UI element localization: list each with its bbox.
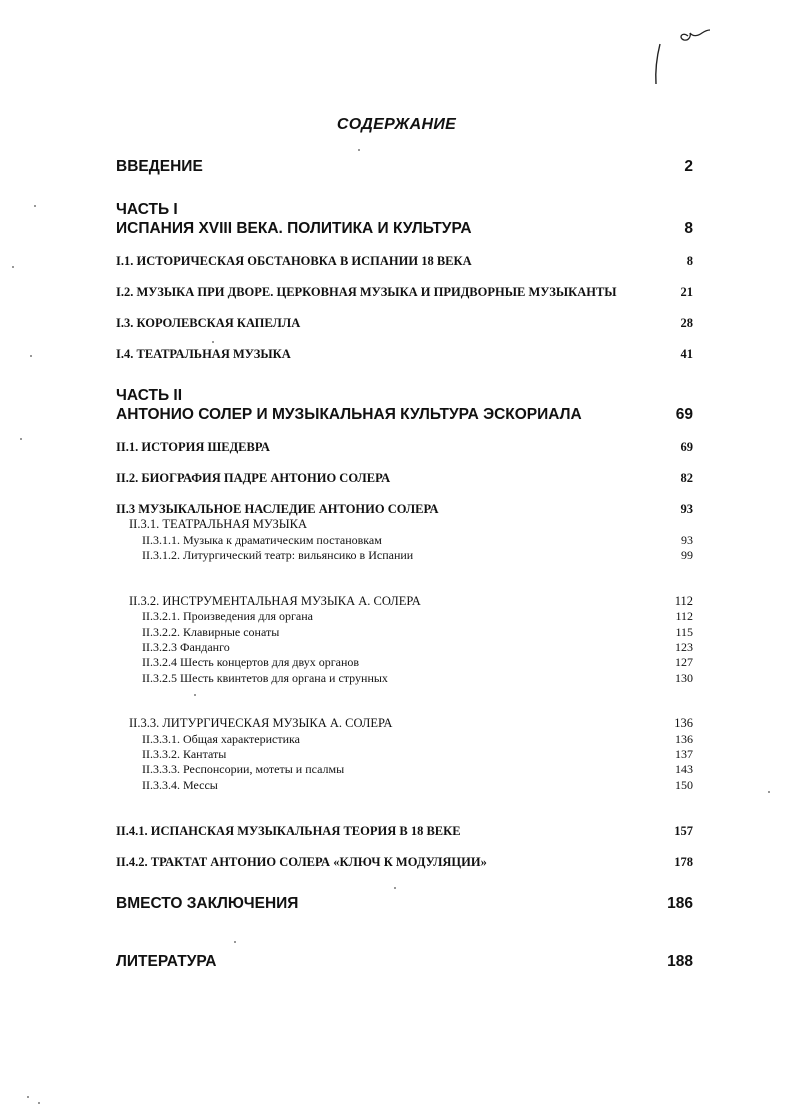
toc-entry-page: 8	[684, 220, 693, 237]
toc-entry-label: I.2. МУЗЫКА ПРИ ДВОРЕ. ЦЕРКОВНАЯ МУЗЫКА И ПРИДВОРНЫЕ МУЗЫКАНТЫ	[116, 285, 617, 299]
toc-entry-page: 82	[680, 471, 693, 485]
toc-entry-label: ЧАСТЬ I	[116, 201, 178, 218]
toc-entry-label: ЛИТЕРАТУРА	[116, 953, 217, 970]
toc-entry-page: 136	[675, 732, 693, 746]
toc-entry-page: 143	[675, 762, 693, 776]
toc-entry-label: II.3.2.2. Клавирные сонаты	[142, 625, 280, 639]
toc-entry-page: 112	[674, 594, 693, 608]
toc-entry-page: 178	[674, 855, 693, 869]
toc-entry-page: 99	[681, 548, 693, 562]
toc-entry-page: 2	[684, 158, 693, 175]
toc-entry-label: II.3.3. ЛИТУРГИЧЕСКАЯ МУЗЫКА А. СОЛЕРА	[129, 716, 393, 730]
toc-entry-page: 8	[686, 254, 693, 268]
toc-entry-label: ВВЕДЕНИЕ	[116, 158, 203, 175]
scan-speck	[12, 266, 14, 268]
toc-entry-label: I.1. ИСТОРИЧЕСКАЯ ОБСТАНОВКА В ИСПАНИИ 18 ВЕКА	[116, 254, 472, 268]
toc-entry-page: 150	[675, 778, 693, 792]
toc-entry-label: II.3.2.5 Шесть квинтетов для органа и струнных	[142, 671, 388, 685]
toc-entry-page: 136	[674, 716, 693, 730]
toc-entry-page: 115	[675, 625, 693, 639]
toc-entry-label: II.3.1.2. Литургический театр: вильянсико в Испании	[142, 548, 414, 562]
toc-entry-label: II.3.3.3. Респонсории, мотеты и псалмы	[142, 762, 345, 776]
scan-speck	[38, 1102, 40, 1104]
toc-entry-label: II.3.3.2. Кантаты	[142, 747, 227, 761]
scan-speck	[34, 205, 36, 207]
scan-speck	[194, 694, 196, 696]
scan-speck	[358, 149, 360, 151]
toc-entry-label: II.3.2.3 Фанданго	[142, 640, 230, 654]
toc-entry-label: ВМЕСТО ЗАКЛЮЧЕНИЯ	[116, 895, 299, 912]
scan-speck	[27, 1096, 29, 1098]
toc-entry-page: 137	[675, 747, 693, 761]
scan-speck	[768, 791, 770, 793]
toc-entry-label: II.3.1. ТЕАТРАЛЬНАЯ МУЗЫКА	[129, 517, 308, 531]
toc-entry-label: АНТОНИО СОЛЕР И МУЗЫКАЛЬНАЯ КУЛЬТУРА ЭСКОРИАЛА	[116, 406, 582, 423]
scan-speck	[30, 355, 32, 357]
toc-entry-page: 41	[680, 347, 693, 361]
toc-entry-page: 112	[675, 609, 693, 623]
toc-entry-page: 123	[675, 640, 693, 654]
scan-speck	[394, 887, 396, 889]
toc-entry-page: 188	[667, 953, 693, 970]
toc-entry-page: 69	[675, 406, 693, 423]
toc-entry-page: 127	[675, 655, 693, 669]
toc-entry-page: 69	[680, 440, 693, 454]
toc-entry-label: II.3.3.4. Мессы	[142, 778, 218, 792]
toc-entry-label: I.3. КОРОЛЕВСКАЯ КАПЕЛЛА	[116, 316, 301, 330]
toc-entry-label: II.3.1.1. Музыка к драматическим постановкам	[142, 533, 382, 547]
toc-entry-label: II.3.3.1. Общая характеристика	[142, 732, 300, 746]
toc-entry-label: II.2. БИОГРАФИЯ ПАДРЕ АНТОНИО СОЛЕРА	[116, 471, 391, 485]
toc-entry-label: I.4. ТЕАТРАЛЬНАЯ МУЗЫКА	[116, 347, 291, 361]
toc-entry-page: 93	[680, 502, 693, 516]
toc-entry-page: 130	[675, 671, 693, 685]
toc-entry-label: ЧАСТЬ II	[116, 387, 183, 404]
toc-entry-label: II.3.2.1. Произведения для органа	[142, 609, 313, 623]
scan-speck	[234, 941, 236, 943]
toc-entry-label: II.3 МУЗЫКАЛЬНОЕ НАСЛЕДИЕ АНТОНИО СОЛЕРА	[116, 502, 439, 516]
toc-entry-label: II.1. ИСТОРИЯ ШЕДЕВРА	[116, 440, 270, 454]
page-title: СОДЕРЖАНИЕ	[336, 116, 457, 133]
toc-entry-page: 28	[680, 316, 693, 330]
scan-speck	[212, 341, 214, 343]
toc-entry-label: ИСПАНИЯ XVIII ВЕКА. ПОЛИТИКА И КУЛЬТУРА	[116, 220, 472, 237]
toc-entry-label: II.3.2.4 Шесть концертов для двух органов	[142, 655, 360, 669]
toc-entry-label: II.3.2. ИНСТРУМЕНТАЛЬНАЯ МУЗЫКА А. СОЛЕРА	[129, 594, 421, 608]
handwritten-mark	[640, 22, 720, 92]
toc-entry-page: 186	[667, 895, 693, 912]
toc-entry-page: 157	[674, 824, 693, 838]
scan-speck	[20, 438, 22, 440]
toc-entry-label: II.4.2. ТРАКТАТ АНТОНИО СОЛЕРА «КЛЮЧ К МОДУЛЯЦИИ»	[116, 855, 487, 869]
toc-entry-page: 21	[680, 285, 693, 299]
toc-entry-label: II.4.1. ИСПАНСКАЯ МУЗЫКАЛЬНАЯ ТЕОРИЯ В 18 ВЕКЕ	[116, 824, 461, 838]
toc-entry-page: 93	[681, 533, 693, 547]
